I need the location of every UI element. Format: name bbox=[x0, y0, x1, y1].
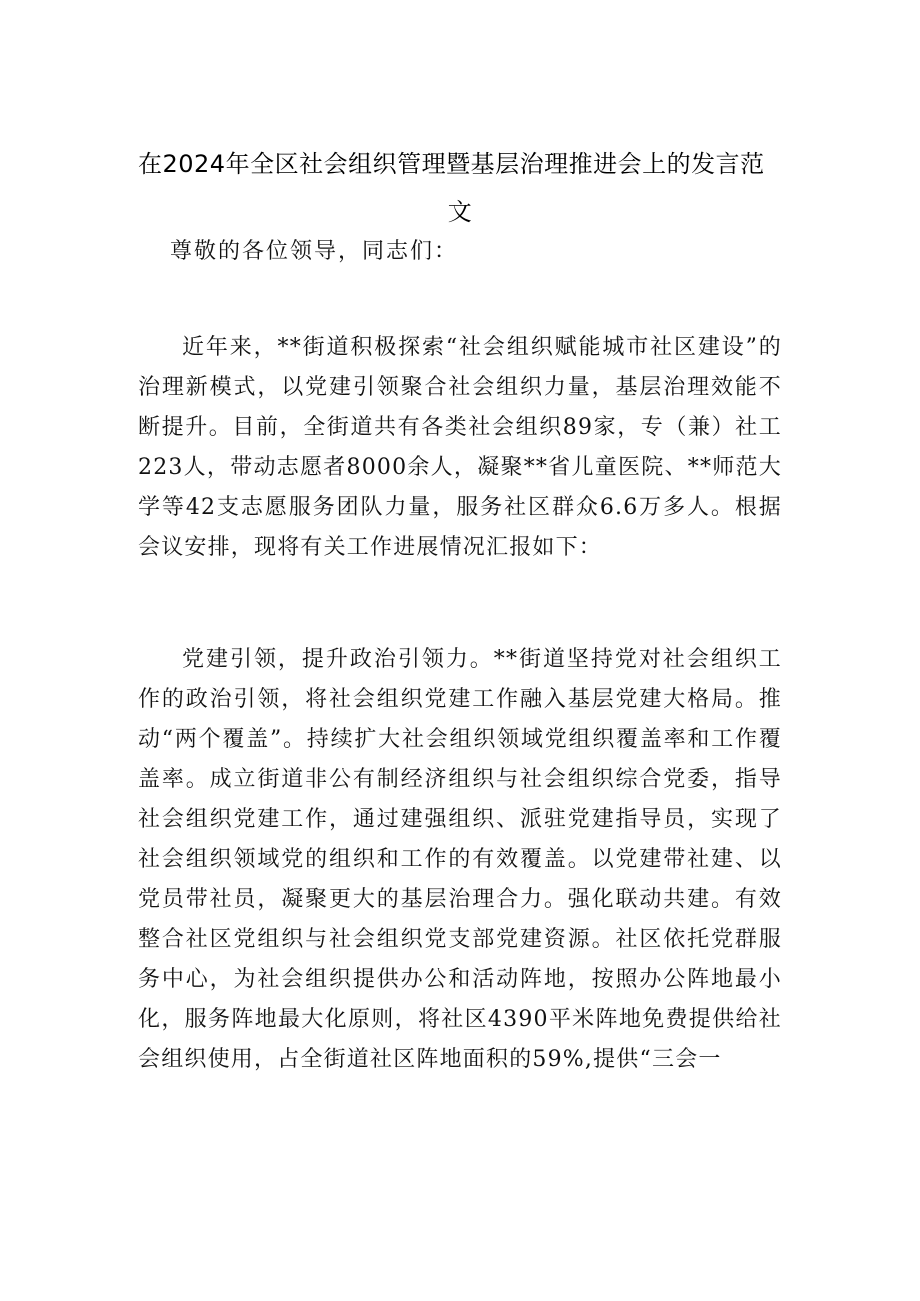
title-line-1: 在2024年全区社会组织管理暨基层治理推进会上的发言范 bbox=[138, 150, 765, 178]
paragraph-party-building: 党建引领，提升政治引领力。**街道坚持党对社会组织工作的政治引领，将社会组织党建工作融入基层党建大格局。推动“两个覆盖”。持续扩大社会组织领域党组织覆盖率和工作覆盖率。成立街道非公有制经济组织与社会组织综合党委，指导社会组织党建工作，通过建强组织、派驻党建指导员，实现了社会组织领域党的组织和工作的有效覆盖。以党建带社建、以党员带社员，凝聚更大的基层治理合力。强化联动共建。有效整合社区党组织与社会组织党支部党建资源。社区依托党群服务中心，为社会组织提供办公和活动阵地，按照办公阵地最小化，服务阵地最大化原则，将社区4390平米阵地免费提供给社会组织使用，占全街道社区阵地面积的59%,提供“三会一 bbox=[138, 647, 782, 1072]
paragraph-intro: 近年来，**街道积极探索“社会组织赋能城市社区建设”的治理新模式，以党建引领聚合社会组织力量，基层治理效能不断提升。目前，全街道共有各类社会组织89家，专（兼）社工223人，带动志愿者8000余人，凝聚**省儿童医院、**师范大学等42支志愿服务团队力量，服务社区群众6.6万多人。根据会议安排，现将有关工作进展情况汇报如下： bbox=[138, 335, 782, 560]
salutation: 尊敬的各位领导，同志们： bbox=[170, 239, 459, 264]
document-title bbox=[138, 144, 782, 232]
title-line-2: 文 bbox=[447, 198, 473, 226]
